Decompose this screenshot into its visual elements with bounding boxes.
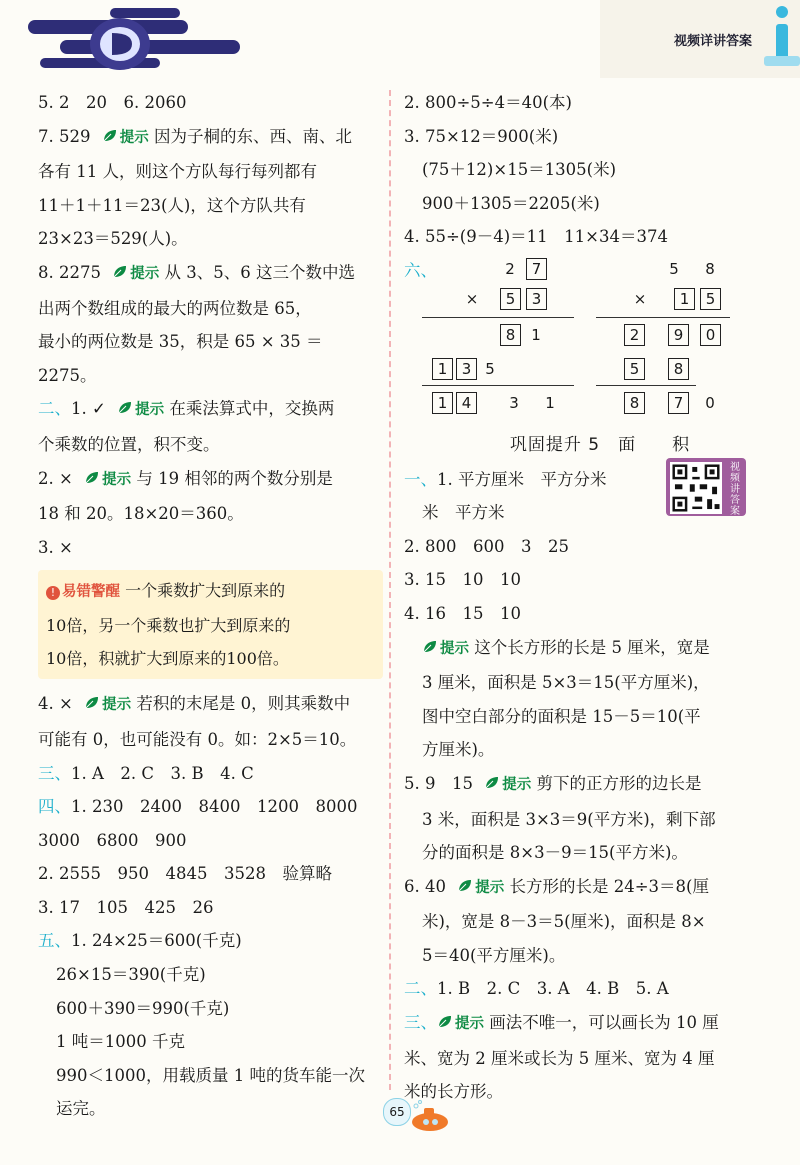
warning-text: 一个乘数扩大到原来的 xyxy=(125,581,286,601)
answer-line xyxy=(404,972,756,1006)
tip-text: 长方形的长是 24÷3＝8(厘 xyxy=(509,876,709,896)
answer-line: 方厘米)。 xyxy=(422,740,495,760)
answer-line xyxy=(38,256,383,292)
leaf-icon xyxy=(84,471,100,485)
answer-line: 1 吨＝1000 千克 xyxy=(56,1032,185,1052)
answer-number: 4. × xyxy=(38,694,73,714)
leaf-icon xyxy=(112,265,128,279)
answer-line xyxy=(38,790,383,824)
answer-line: 4. 55÷(9－4)＝11 11×34＝374 xyxy=(404,227,668,247)
section-title: 巩固提升 5 面 积 xyxy=(509,434,691,455)
section-label: 三、 xyxy=(38,763,71,783)
answer-line xyxy=(38,687,383,723)
answer-text: 1. B 2. C 3. A 4. B 5. A xyxy=(437,979,669,999)
digit: 5 xyxy=(669,259,679,278)
exclamation-icon: ! xyxy=(46,586,60,600)
digit: 1 xyxy=(531,325,541,344)
digit-box: 5 xyxy=(624,358,645,380)
answer-line: 600＋390＝990(千克) xyxy=(56,998,230,1018)
digit-box: 5 xyxy=(700,288,721,310)
digit-box: 7 xyxy=(526,258,547,280)
tip-text: 在乘法算式中，交换两 xyxy=(169,399,335,419)
answer-line: 3. 15 10 10 xyxy=(404,570,521,590)
answer-line: 23×23＝529(人)。 xyxy=(38,229,188,249)
tip-text: 这个长方形的长是 5 厘米，宽是 xyxy=(474,637,710,657)
warning-note xyxy=(38,570,383,679)
leaf-icon xyxy=(484,776,500,790)
digit: 8 xyxy=(705,259,715,278)
digit-box: 1 xyxy=(432,358,453,380)
answer-text: 1. 24×25＝600(千克) xyxy=(71,931,242,951)
digit-box: 5 xyxy=(500,288,521,310)
section-label: 二、 xyxy=(38,399,71,419)
digit-box: 4 xyxy=(456,392,477,414)
answer-line: 个乘数的位置，积不变。 xyxy=(38,434,220,454)
qr-caption: 视频讲答案 xyxy=(730,462,740,517)
digit-box: 0 xyxy=(700,324,721,346)
digit-box: 7 xyxy=(668,392,689,414)
section-label: 六、 xyxy=(404,260,437,280)
answer-line xyxy=(404,870,756,906)
answer-line: (75＋12)×15＝1305(米) xyxy=(422,160,617,180)
digit-box: 2 xyxy=(624,324,645,346)
answer-line: 2. 800 600 3 25 xyxy=(404,536,569,556)
leaf-icon xyxy=(102,129,118,143)
section-label: 四、 xyxy=(38,797,71,817)
column-divider xyxy=(389,90,391,1090)
tip-label: 提示 xyxy=(502,776,532,793)
times-sign: × xyxy=(633,289,647,308)
answer-line: 各有 11 人，则这个方队每行每列都有 xyxy=(38,162,317,182)
answer-line: 26×15＝390(千克) xyxy=(56,965,206,985)
answer-line xyxy=(38,120,383,156)
answer-line xyxy=(38,462,383,498)
answer-line: 3. 17 105 425 26 xyxy=(38,897,214,917)
digit: 5 xyxy=(485,359,495,378)
header-label: 视频详讲答案 xyxy=(673,34,752,49)
answer-line: 图中空白部分的面积是 15－5＝10(平 xyxy=(422,706,701,726)
answer-line: 运完。 xyxy=(56,1099,106,1119)
answer-line: 18 和 20。18×20＝360。 xyxy=(38,504,244,524)
tip-text: 因为子桐的东、西、南、北 xyxy=(153,126,352,146)
answer-line: 米)，宽是 8－3＝5(厘米)，面积是 8× xyxy=(422,912,706,932)
digit-box: 9 xyxy=(668,324,689,346)
answer-line xyxy=(404,1006,756,1042)
section-label: 三、 xyxy=(404,1013,437,1033)
answer-line: 3 厘米，面积是 5×3＝15(平方厘米)， xyxy=(422,673,710,693)
answer-line xyxy=(38,757,383,791)
section-label: 一、 xyxy=(404,469,437,489)
tip-label: 提示 xyxy=(102,697,132,714)
tip-label: 提示 xyxy=(102,471,132,488)
leaf-icon xyxy=(117,401,133,415)
answer-line: 5＝40(平方厘米)。 xyxy=(422,945,566,965)
leaf-icon xyxy=(422,640,438,654)
answer-line: 2. 800÷5÷4＝40(本) xyxy=(404,93,572,112)
warning-label: 易错警醒 xyxy=(62,584,120,601)
answer-line: 可能有 0，也可能没有 0。如：2×5＝10。 xyxy=(38,729,357,749)
vertical-multiplication xyxy=(404,254,756,429)
tip-text: 剪下的正方形的边长是 xyxy=(536,773,702,793)
tip-label: 提示 xyxy=(455,1016,484,1033)
answer-line: 米的长方形。 xyxy=(404,1082,503,1102)
warning-text: 10倍，另一个乘数也扩大到原来的 xyxy=(46,616,291,636)
answer-line: 2275。 xyxy=(38,365,97,385)
answer-number: 2. × xyxy=(38,468,73,488)
answer-line: 3000 6800 900 xyxy=(38,830,187,850)
corner-i-icon xyxy=(756,0,800,78)
qr-code-icon xyxy=(670,462,722,514)
qr-code-badge[interactable] xyxy=(666,458,746,516)
tip-label: 提示 xyxy=(475,879,505,896)
left-column xyxy=(38,86,383,1126)
leaf-icon xyxy=(84,696,100,710)
answer-number: 6. 40 xyxy=(404,876,446,896)
answer-line: 3. 75×12＝900(米) xyxy=(404,126,559,146)
tip-label: 提示 xyxy=(440,640,469,657)
answer-number: 5. 9 15 xyxy=(404,773,473,793)
answer-line xyxy=(38,392,383,428)
page-number: 65 xyxy=(383,1098,411,1126)
right-column xyxy=(404,86,756,1109)
answer-line xyxy=(38,924,383,958)
digit-box: 1 xyxy=(674,288,695,310)
leaf-icon xyxy=(437,1015,453,1029)
digit-box: 1 xyxy=(432,392,453,414)
answer-line: 米、宽为 2 厘米或长为 5 厘米、宽为 4 厘 xyxy=(404,1048,715,1068)
answer-line: 2. 2555 950 4845 3528 验算略 xyxy=(38,864,332,884)
tip-label: 提示 xyxy=(119,129,149,146)
answer-line: 米 平方米 xyxy=(422,503,505,523)
answer-line: 3. × xyxy=(38,537,73,557)
answer-line: 5. 2 20 6. 2060 xyxy=(38,93,187,112)
digit: 1 xyxy=(545,393,555,412)
answer-line: 出两个数组成的最大的两位数是 65， xyxy=(38,298,312,318)
section-label: 二、 xyxy=(404,979,437,999)
answer-line: 4. 16 15 10 xyxy=(404,603,521,623)
answer-line: 分的面积是 8×3－9＝15(平方米)。 xyxy=(422,843,688,863)
tip-text: 若积的末尾是 0，则其乘数中 xyxy=(136,694,351,714)
tip-text: 画法不唯一，可以画长为 10 厘 xyxy=(489,1013,719,1033)
tip-text: 与 19 相邻的两个数分别是 xyxy=(136,468,333,488)
answer-line xyxy=(404,631,756,667)
submarine-icon xyxy=(404,1100,454,1136)
answer-line: 最小的两位数是 35，积是 65 × 35 ＝ xyxy=(38,332,323,352)
answer-line: 900＋1305＝2205(米) xyxy=(422,193,600,213)
answer-number: 8. 2275 xyxy=(38,262,101,282)
answer-text: 1. A 2. C 3. B 4. C xyxy=(71,763,254,783)
answer-line: 990＜1000，用载质量 1 吨的货车能一次 xyxy=(56,1065,365,1085)
tip-label: 提示 xyxy=(130,265,160,282)
digit-box: 8 xyxy=(500,324,521,346)
digit-box: 3 xyxy=(526,288,547,310)
digit-box: 8 xyxy=(624,392,645,414)
section-label: 五、 xyxy=(38,931,71,951)
digit: 0 xyxy=(705,393,715,412)
digit: 2 xyxy=(505,259,515,278)
leaf-icon xyxy=(457,879,473,893)
tip-label: 提示 xyxy=(135,402,165,419)
answer-line: 11＋1＋11＝23(人)，这个方队共有 xyxy=(38,195,306,215)
answer-number: 1. ✓ xyxy=(71,399,106,419)
digit-box: 3 xyxy=(456,358,477,380)
answer-text: 1. 平方厘米 平方分米 xyxy=(437,469,607,489)
answer-line xyxy=(404,767,756,803)
answer-text: 1. 230 2400 8400 1200 8000 xyxy=(71,797,358,817)
times-sign: × xyxy=(465,289,479,308)
digit: 3 xyxy=(509,393,519,412)
digit-box: 8 xyxy=(668,358,689,380)
warning-text: 10倍，积就扩大到原来的100倍。 xyxy=(46,649,289,669)
answer-number: 7. 529 xyxy=(38,126,91,146)
answer-line: 3 米，面积是 3×3＝9(平方米)，剩下部 xyxy=(422,809,716,829)
tip-text: 从 3、5、6 这三个数中选 xyxy=(164,262,355,282)
